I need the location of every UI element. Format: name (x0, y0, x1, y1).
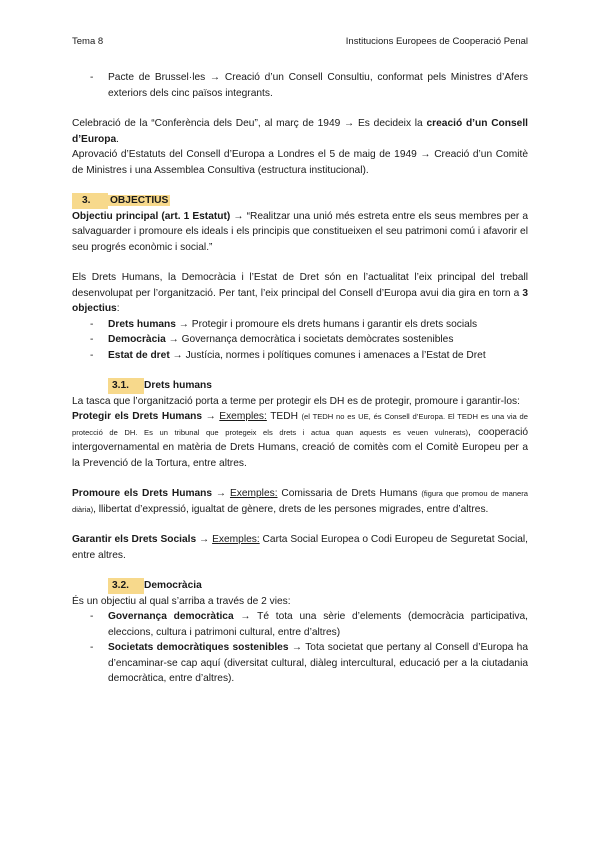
para-text: TEDH (266, 411, 302, 422)
item-text: → Té tota una sèrie d’elements (democràcia participativa, eleccions, cultura i patrimoni cultural, entre d’altres) (108, 611, 528, 638)
para-text: . (116, 133, 119, 145)
intro-bullet-text: Pacte de Brussel·les → Creació d’un Consell Consultiu, conformat pels Ministres d’Afers exteriors dels cinc països integrants. (108, 72, 528, 99)
para-text: → (196, 534, 213, 545)
para-bold: creació d’un Consell d’Europa (72, 118, 528, 145)
objective-label: Drets humans (108, 318, 176, 330)
list-item: - Democràcia → Governança democràtica i societats demòcrates sostenibles (90, 334, 454, 345)
exemples-label: Exemples: (212, 534, 260, 545)
para-text: Carta Social Europea o Codi Europeu de Seguretat Social, entre altres. (72, 534, 528, 561)
para-bold: Promoure els Drets Humans (72, 488, 213, 499)
item-text: → Tota societat que pertany al Consell d’Europa ha d’encaminar-se cap aquí (diversitat cultural, diàleg intercultural, educació per a la ciutadania democràtica, entre d’altres). (108, 642, 528, 684)
list-item: - Governança democràtica → Té tota una sèrie d’elements (democràcia participativa, eleccions, cultura i patrimoni cultural, entre d’altres) (90, 611, 528, 638)
objective-text: → Protegir i promoure els drets humans i garantir els drets socials (175, 318, 478, 330)
democracia-list (72, 609, 528, 687)
intro-list (72, 70, 528, 101)
list-item: - Societats democràtiques sostenibles → Tota societat que pertany al Consell d’Europa ha d’encaminar-se cap aquí (diversitat cultural, diàleg intercultural, educació per a la ciutadania democràtica, entre d’altres). (90, 642, 528, 684)
objectiu-principal-paragraph (72, 209, 528, 256)
section-number: 3.1. (108, 378, 144, 394)
page-content (72, 70, 528, 687)
democracia-intro-paragraph: És un objectiu al qual s’arriba a través de 2 vies: (72, 595, 291, 607)
section-3-2-heading (72, 578, 528, 594)
para-text: Celebració de la “Conferència dels Deu”, al març de 1949 → Es decideix la (72, 118, 427, 129)
section-3-1-heading (72, 378, 528, 394)
para-small-note: (el TEDH no es UE, és Consell d’Europa. El TEDH es una via de protecció de DH. Es un tribunal que protegeix els drets i actua quan aquests es veuen vulnerats) (72, 412, 529, 437)
item-label: Societats democràtiques sostenibles (108, 642, 289, 653)
header-right: Institucions Europees de Cooperació Penal (345, 36, 528, 47)
section-number: 3. (72, 193, 108, 209)
dh-intro-paragraph: La tasca que l’organització porta a terme per protegir els DH es de protegir, promoure i garantir-los: (72, 395, 520, 407)
para-text: , llibertat d’expressió, igualtat de gènere, drets de les persones migrades, entre d’altres. (93, 503, 489, 515)
objective-text: → Governança democràtica i societats demòcrates sostenibles (165, 334, 454, 345)
section-3-heading (72, 193, 528, 209)
para-text: Els Drets Humans, la Democràcia i l’Estat de Dret són en l’actualitat l’eix principal del treball desenvolupat per l’organització. Per tant, l’eix principal del Consell d’Europa avui dia gira en torn a (72, 272, 528, 299)
exemples-label: Exemples: (229, 488, 278, 499)
objective-label: Democràcia (108, 334, 166, 345)
promoure-paragraph (72, 486, 528, 517)
header-left: Tema 8 (72, 36, 104, 47)
list-item: - Pacte de Brussel·les → Creació d’un Consell Consultiu, conformat pels Ministres d’Afers exteriors dels cinc països integrants. (90, 72, 528, 99)
garantir-paragraph (72, 532, 528, 563)
para-text: → (202, 411, 220, 422)
para-small-note: (figura que promou de manera diària) (72, 489, 528, 514)
conferencia-paragraph (72, 116, 528, 147)
para-bold: Protegir els Drets Humans (72, 411, 203, 422)
list-item: - Estat de dret → Justícia, normes i polítiques comunes i amenaces a l’Estat de Dret (90, 349, 486, 361)
objective-text: → Justícia, normes i polítiques comunes i amenaces a l’Estat de Dret (169, 349, 486, 361)
estatuts-paragraph: Aprovació d’Estatuts del Consell d’Europa a Londres el 5 de maig de 1949 → Creació d’un Comitè de Ministres i una Assemblea Consultiva (estructura institucional). (72, 149, 528, 176)
para-bold: Garantir els Drets Socials (72, 534, 197, 545)
para-bold: 3 objectius (72, 287, 528, 314)
protegir-paragraph (72, 409, 528, 471)
para-text: → (212, 488, 230, 499)
section-title: Democràcia (144, 580, 202, 591)
section-title: OBJECTIUS (110, 195, 169, 206)
objective-label: Estat de dret (108, 349, 170, 361)
objectives-list (72, 317, 528, 364)
para-text: : (116, 303, 120, 314)
para-text: , cooperació intergovernamental en matèria de Drets Humans, creació de comitès com el Comitè Europeu per a la Prevenció de la Tortura, entre altres. (72, 426, 528, 469)
para-bold: Objectiu principal (art. 1 Estatut) (72, 210, 231, 222)
para-text: Comissaria de Drets Humans (277, 488, 422, 499)
eix-paragraph (72, 270, 528, 317)
exemples-label: Exemples: (219, 411, 267, 422)
item-label: Governança democràtica (108, 611, 234, 622)
section-number: 3.2. (108, 578, 144, 594)
section-title: Drets humans (144, 380, 212, 391)
list-item: - Drets humans → Protegir i promoure els drets humans i garantir els drets socials (90, 318, 478, 330)
para-text: → “Realitzar una unió més estreta entre els seus membres per a salvaguarder i promoure els ideals i els principis que constitueixen el seu patrimoni comú i afavorir el seu progrés econòmic i social.” (72, 210, 528, 253)
